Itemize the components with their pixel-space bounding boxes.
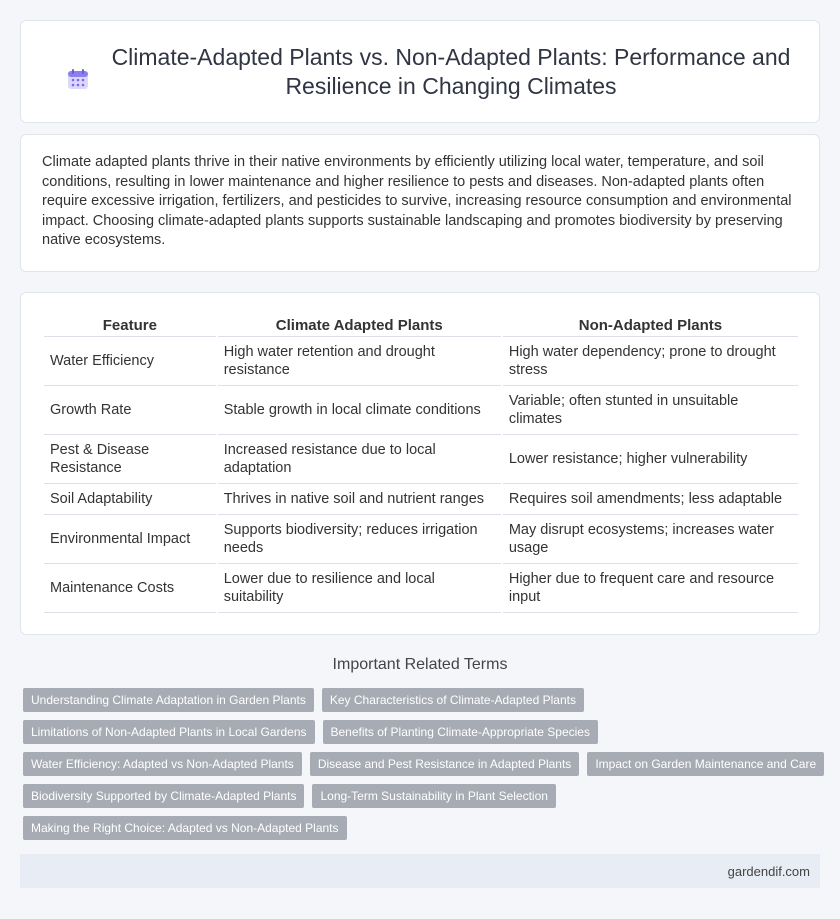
footer [20, 854, 820, 888]
table-cell: Lower resistance; higher vulnerability [503, 435, 798, 484]
related-term-tag[interactable]: Disease and Pest Resistance in Adapted Plants [310, 752, 580, 776]
table-cell: Lower due to resilience and local suitability [218, 564, 501, 613]
table-cell: High water retention and drought resistance [218, 337, 501, 386]
related-term-tag[interactable]: Biodiversity Supported by Climate-Adapted Plants [23, 784, 304, 808]
table-cell: Requires soil amendments; less adaptable [503, 484, 798, 515]
page-title: Climate-Adapted Plants vs. Non-Adapted Plants: Performance and Resilience in Changing Climates [111, 44, 791, 99]
related-term-tag[interactable]: Limitations of Non-Adapted Plants in Local Gardens [23, 720, 315, 744]
related-term-tag[interactable]: Water Efficiency: Adapted vs Non-Adapted Plants [23, 752, 302, 776]
related-term-tag[interactable]: Benefits of Planting Climate-Appropriate Species [323, 720, 598, 744]
related-term-tag[interactable]: Impact on Garden Maintenance and Care [587, 752, 824, 776]
table-cell: Thrives in native soil and nutrient ranges [218, 484, 501, 515]
header-climate-adapted: Climate Adapted Plants [218, 309, 501, 337]
table-cell: Environmental Impact [44, 515, 216, 564]
title-card [20, 20, 820, 123]
table-cell: Pest & Disease Resistance [44, 435, 216, 484]
table-header-row [44, 309, 798, 337]
header-non-adapted: Non-Adapted Plants [503, 309, 798, 337]
table-row [44, 484, 798, 515]
intro-paragraph: Climate adapted plants thrive in their native environments by efficiently utilizing local water, temperature, and soil conditions, resulting in lower maintenance and higher resilience to pests and diseases. Non-adapted plants often require excessive irrigation, fertilizers, and pesticides to survive, increasing resource consumption and environmental impact. Choosing climate-adapted plants supports sustainable landscaping and promotes biodiversity by preserving native ecosystems. [42, 154, 792, 248]
related-term-tag[interactable]: Long-Term Sustainability in Plant Selection [312, 784, 555, 808]
comparison-table-card [20, 292, 820, 635]
table-cell: Supports biodiversity; reduces irrigation needs [218, 515, 501, 564]
table-row [44, 386, 798, 435]
table-cell: Water Efficiency [44, 337, 216, 386]
related-term-tag[interactable]: Making the Right Choice: Adapted vs Non-Adapted Plants [23, 816, 347, 840]
table-cell: Stable growth in local climate conditions [218, 386, 501, 435]
table-row [44, 337, 798, 386]
table-row [44, 564, 798, 613]
header-feature: Feature [44, 309, 216, 337]
table-cell: Higher due to frequent care and resource input [503, 564, 798, 613]
table-cell: Variable; often stunted in unsuitable climates [503, 386, 798, 435]
related-term-tag[interactable]: Understanding Climate Adaptation in Garden Plants [23, 688, 314, 712]
intro-card [20, 134, 820, 272]
table-row [44, 515, 798, 564]
related-term-tag[interactable]: Key Characteristics of Climate-Adapted Plants [322, 688, 584, 712]
table-row [44, 435, 798, 484]
table-cell: High water dependency; prone to drought stress [503, 337, 798, 386]
related-terms-list [23, 688, 823, 848]
table-cell: May disrupt ecosystems; increases water usage [503, 515, 798, 564]
table-cell: Soil Adaptability [44, 484, 216, 515]
table-cell: Maintenance Costs [44, 564, 216, 613]
table-cell: Increased resistance due to local adaptation [218, 435, 501, 484]
footer-site-link[interactable]: gardendif.com [727, 864, 810, 879]
related-terms-title: Important Related Terms [332, 656, 508, 673]
table-cell: Growth Rate [44, 386, 216, 435]
comparison-table [42, 309, 800, 613]
calendar-icon [67, 68, 89, 90]
